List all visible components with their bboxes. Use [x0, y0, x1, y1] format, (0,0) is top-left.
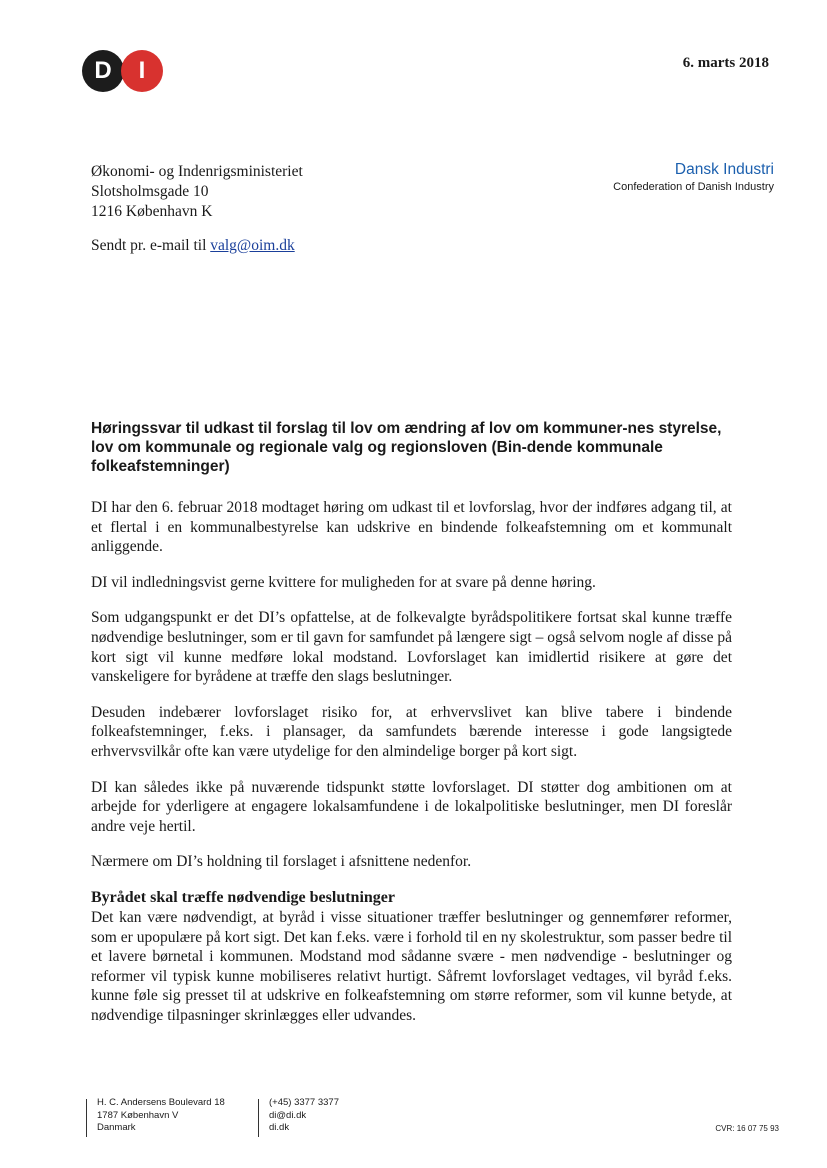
- paragraph: Desuden indebærer lovforslaget risiko for, at erhvervslivet kan blive tabere i bindende folkeafstemninger, f.eks. i plansager, da samfundets bærende interesse i gode langsigtede erhvervsvilkår ofte kan være utydelige for den almindelige borger på kort sigt.: [91, 703, 732, 760]
- sent-prefix: Sendt pr. e-mail til: [91, 237, 211, 254]
- email-link[interactable]: valg@oim.dk: [210, 237, 295, 254]
- footer-address-line: 1787 København V: [97, 1109, 179, 1121]
- paragraph: DI vil indledningsvist gerne kvittere for muligheden for at svare på denne høring.: [91, 573, 596, 591]
- paragraph: Som udgangspunkt er det DI’s opfattelse, at de folkevalgte byrådspolitikere fortsat skal kunne træffe nødvendige beslutninger, som er til gavn for samfundet på længere sigt – også selvom nogle af disse på kort sigt vil kunne medføre lokal modstand. Lovforslaget kan imidlertid risikere at gøre det vanskeligere for byrådene at træffe den slags beslutninger.: [91, 609, 732, 686]
- footer-divider: [258, 1099, 259, 1137]
- footer-contact: [269, 1097, 339, 1135]
- footer-divider: [86, 1099, 87, 1137]
- di-logo: [82, 50, 163, 92]
- recipient-line-1: Økonomi- og Indenrigsministeriet: [91, 163, 303, 180]
- footer-address-line: H. C. Andersens Boulevard 18: [97, 1097, 225, 1108]
- section-paragraph: Det kan være nødvendigt, at byråd i visse situationer træffer beslutninger og gennemfører reformer, som er upopulære på kort sigt. Det kan f.eks. være i forhold til en ny skolestruktur, som passer bedre til et lavere børnetal i kommunen. Modstand mod sådanne svære - men nødvendige - beslutninger og reformer vil typisk kunne mobiliseres relativt hurtigt. Såfremt lovforslaget vedtages, vil byråd f.eks. kunne føle sig presset til at udskrive en folkeafstemning om større reformer, som vil kunne betyde, at nødvendige tilpasninger skrinlægges eller udvandes.: [91, 908, 732, 1024]
- letter-heading: Høringssvar til udkast til forslag til lov om ændring af lov om kommuner-nes styrelse, lov om kommunale og regionale valg og regionsloven (Bin-dende kommunale folkeafstemninger): [91, 420, 722, 475]
- footer-address-line: Danmark: [97, 1122, 136, 1133]
- brand-name: Dansk Industri: [674, 161, 774, 178]
- paragraph: DI kan således ikke på nuværende tidspunkt støtte lovforslaget. DI støtter dog ambitionen om at arbejde for yderligere at engagere lokalsamfundene i de lokalpolitiske beslutninger, men DI foreslår andre veje hertil.: [91, 778, 732, 835]
- paragraph: Nærmere om DI’s holdning til forslaget i afsnittene nedenfor.: [91, 853, 472, 871]
- logo-d-circle: D: [82, 50, 124, 92]
- brand-subtitle: Confederation of Danish Industry: [613, 181, 774, 193]
- sent-by-email-line: [91, 237, 295, 255]
- section-title: Byrådet skal træffe nødvendige beslutninger: [91, 888, 395, 906]
- recipient-line-3: 1216 København K: [91, 203, 213, 220]
- footer-cvr: CVR: 16 07 75 93: [715, 1124, 779, 1133]
- footer-address: [97, 1097, 225, 1135]
- sender-brand: [613, 160, 774, 194]
- recipient-address: [91, 162, 303, 222]
- paragraph: DI har den 6. februar 2018 modtaget høring om udkast til et lovforslag, hvor der indføres adgang til, at et flertal i en kommunalbestyrelse kan udskrive en bindende folkeafstemning om et kommunalt anliggende.: [91, 499, 732, 556]
- letter-body: [91, 498, 732, 1041]
- footer-phone: (+45) 3377 3377: [269, 1097, 339, 1108]
- letter-date: 6. marts 2018: [682, 55, 769, 71]
- recipient-line-2: Slotsholmsgade 10: [91, 183, 209, 200]
- footer-email[interactable]: di@di.dk: [269, 1109, 307, 1121]
- footer-website[interactable]: di.dk: [269, 1122, 290, 1133]
- logo-i-circle: I: [121, 50, 163, 92]
